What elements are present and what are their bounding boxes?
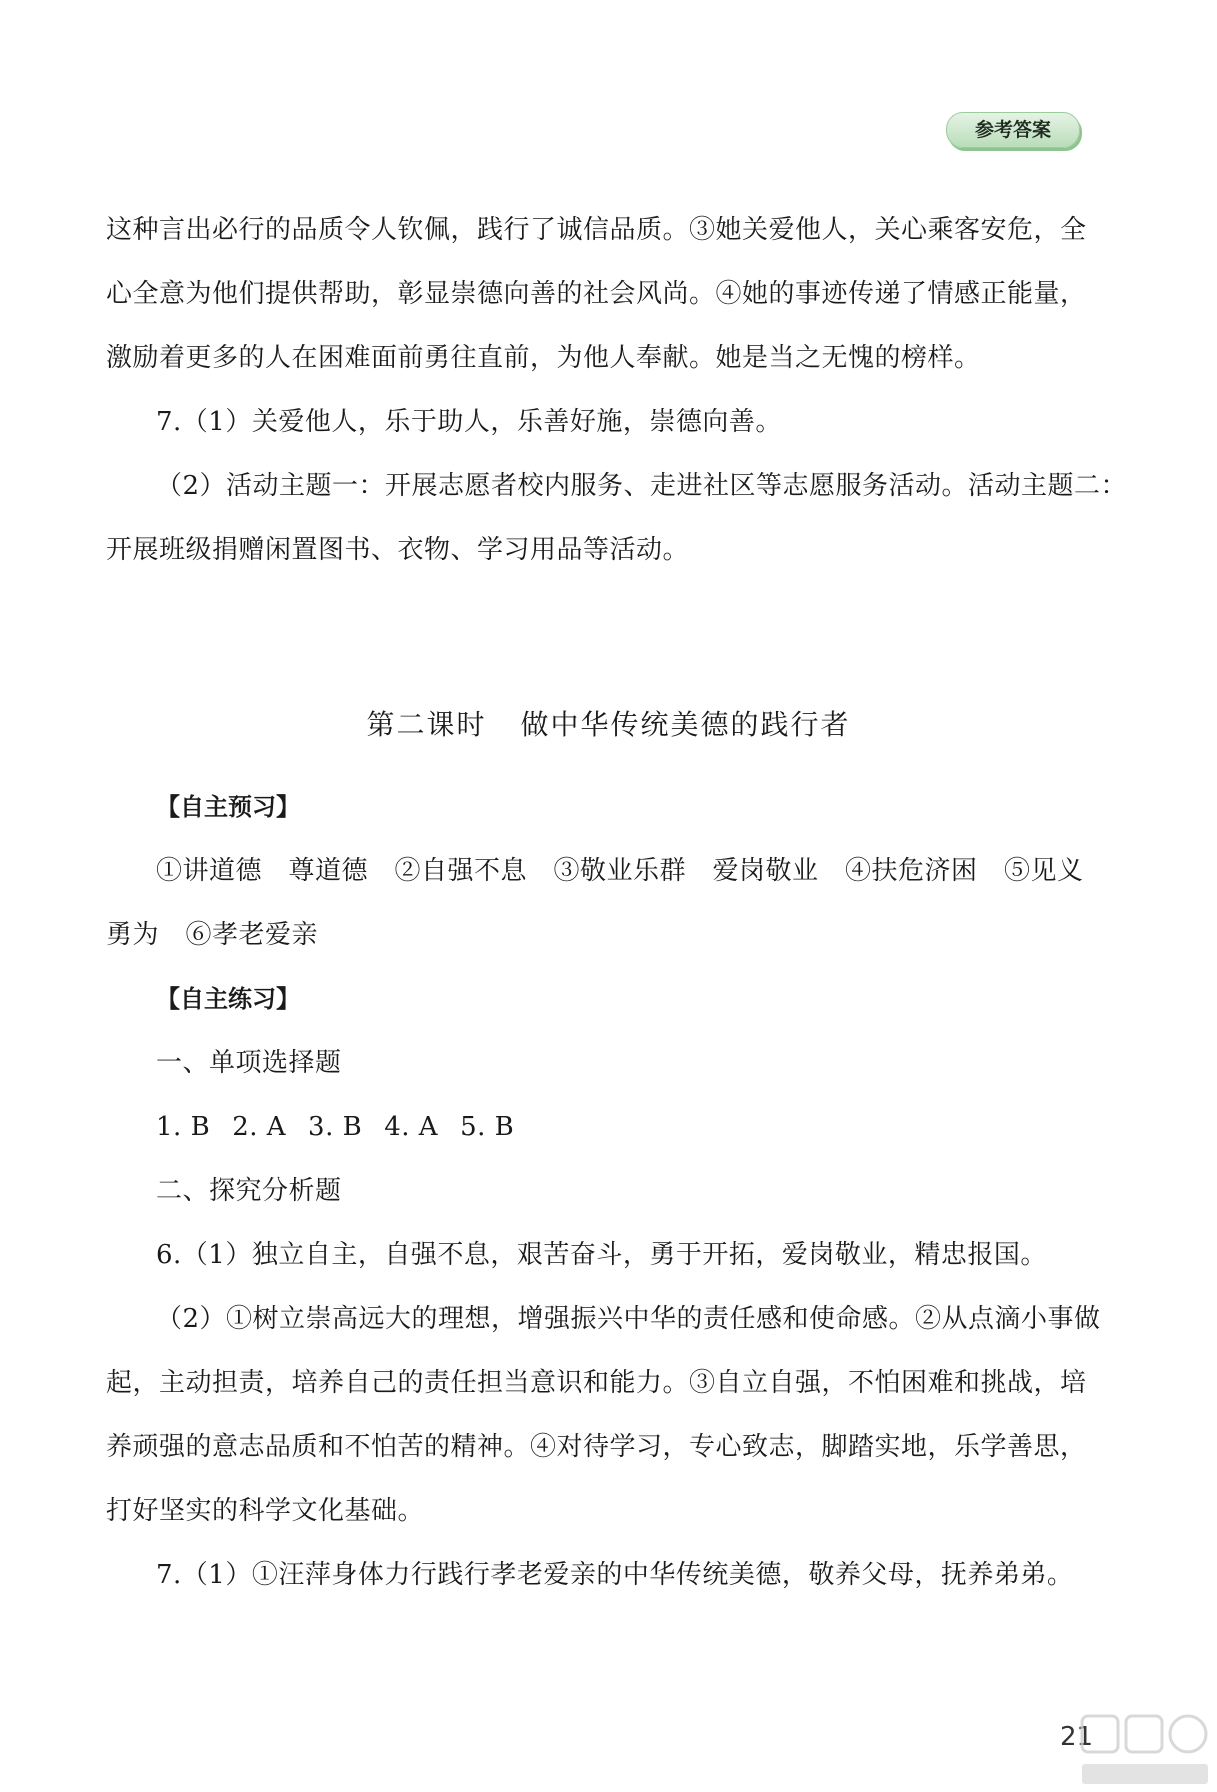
section-heading: 二、探究分析题 [156,1176,342,1206]
text-line: 起，主动担责，培养自己的责任担当意识和能力。③自立自强，不怕困难和挑战，培 [106,1368,1087,1398]
lesson-name: 做中华传统美德的践行者 [520,708,851,741]
lesson-number: 第二课时 [366,708,487,741]
answer-item: 5. B [460,1112,515,1142]
answer-item: 4. A [384,1112,439,1142]
preview-heading: 【自主预习】 [156,793,300,821]
page-number: 21 [1060,1722,1094,1752]
answer-row [156,1110,536,1144]
practice-heading: 【自主练习】 [156,985,300,1013]
watermark-logo [1080,1712,1210,1788]
text-line: 7.（1）关爱他人，乐于助人，乐善好施，崇德向善。 [156,407,782,437]
text-line: （2）①树立崇高远大的理想，增强振兴中华的责任感和使命感。②从点滴小事做 [156,1304,1101,1334]
answer-item: 1. B [156,1112,211,1142]
text-line: 7.（1）①汪萍身体力行践行孝老爱亲的中华传统美德，敬养父母，抚养弟弟。 [156,1560,1074,1590]
answer-key-badge: 参考答案 [946,112,1080,148]
text-line: 开展班级捐赠闲置图书、衣物、学习用品等活动。 [106,535,690,565]
text-line: 心全意为他们提供帮助，彰显崇德向善的社会风尚。④她的事迹传递了情感正能量， [106,279,1087,309]
text-line: 6.（1）独立自主，自强不息，艰苦奋斗，勇于开拓，爱岗敬业，精忠报国。 [156,1240,1047,1270]
text-line: 激励着更多的人在困难面前勇往直前，为他人奉献。她是当之无愧的榜样。 [106,343,981,373]
text-line: 打好坚实的科学文化基础。 [106,1496,425,1526]
lesson-title [0,705,1217,745]
answer-item: 2. A [232,1112,287,1142]
text-line: 这种言出必行的品质令人钦佩，践行了诚信品质。③她关爱他人，关心乘客安危，全 [106,215,1087,245]
section-heading: 一、单项选择题 [156,1048,342,1078]
text-line: ①讲道德 尊道德 ②自强不息 ③敬业乐群 爱岗敬业 ④扶危济困 ⑤见义 [156,856,1084,886]
text-line: 养顽强的意志品质和不怕苦的精神。④对待学习，专心致志，脚踏实地，乐学善思， [106,1432,1087,1462]
text-line: （2）活动主题一：开展志愿者校内服务、走进社区等志愿服务活动。活动主题二： [156,471,1128,501]
answer-item: 3. B [308,1112,363,1142]
text-line: 勇为 ⑥孝老爱亲 [106,920,319,950]
